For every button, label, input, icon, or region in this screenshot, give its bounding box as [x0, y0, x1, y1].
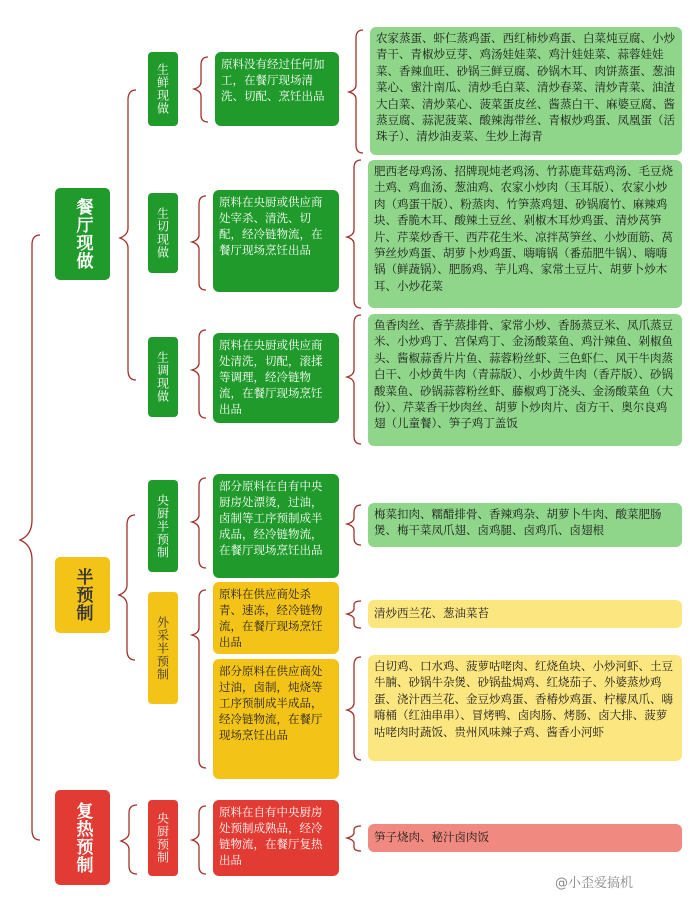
watermark: @小歪爱搞机 [555, 876, 634, 891]
desc-waicai-1: 原料在供应商处杀青、速冻，经冷链物流，在餐厅现场烹饪出品 [213, 582, 339, 654]
bracket-dish-2 [347, 160, 361, 308]
bracket-dish-3 [347, 315, 361, 444]
category-fure-yuzhi: 复热预制 [55, 790, 110, 885]
dishes-waicai-1: 清炒西兰花、葱油菜苔 [368, 600, 682, 628]
bracket-canting [120, 90, 136, 380]
desc-yangchu-ban: 部分原料在自有中央厨房处漂烫，过油，卤制等工序预制成半成品，经冷链物流，在餐厅现场烹饪出品 [213, 474, 339, 578]
desc-shengqie: 原料在央厨或供应商处宰杀、清洗、切配，经冷链物流，在餐厅现场烹饪出品 [213, 190, 339, 292]
bracket-desc-1 [194, 57, 208, 122]
category-canting-xianzuo: 餐厅现做 [55, 188, 110, 280]
sub-yangchu-ban-yuzhi: 央厨半预制 [148, 480, 178, 572]
bracket-desc-6 [192, 806, 206, 874]
dishes-shengtiao: 鱼香肉丝、香芋蒸排骨、家常小炒、香肠蒸豆米、凤爪蒸豆米、小炒鸡丁、宫保鸡丁、金汤酸菜鱼、鸡汁辣鱼、剁椒鱼头、酱椒蒜香片片鱼、蒜蓉粉丝虾、三色虾仁、风干牛肉蒸白干、小炒黄牛肉（青蒜版）、小炒黄牛肉（香芹版）、砂锅酸菜鱼、砂锅蒜蓉粉丝虾、藤椒鸡丁浇头、金汤酸菜鱼（大份）、芹菜香干炒肉丝、胡萝卜炒肉片、卤方干、奥尔良鸡翅（儿童餐）、笋子鸡丁盖饭 [368, 314, 682, 446]
bracket-desc-5 [192, 590, 206, 768]
bracket-dish-7 [347, 826, 361, 851]
bracket-desc-2 [192, 196, 206, 290]
bracket-dish-1 [349, 30, 363, 153]
dishes-waicai-2: 白切鸡、口水鸡、菠萝咕咾肉、红烧鱼块、小炒河虾、土豆牛腩、砂锅牛杂煲、砂锅盐焗鸡、红烧茄子、外婆蒸炒鸡蛋、浇汁西兰花、金豆炒鸡蛋、香椿炒鸡蛋、柠檬凤爪、嗨嗨桶（红油串串）、冒烤鸭、卤肉肠、烤肠、卤大排、菠萝咕咾肉时蔬饭、贵州风味辣子鸡、酱香小河虾 [368, 655, 682, 761]
bracket-fure [121, 805, 137, 874]
bracket-dish-5 [347, 601, 361, 628]
sub-shengqie-xianzuo: 生切现做 [148, 193, 178, 273]
sub-shengxian-xianzuo: 生鲜现做 [148, 52, 178, 126]
category-ban-yuzhi: 半预制 [55, 557, 110, 633]
dishes-shengqie: 肥西老母鸡汤、招牌现炖老鸡汤、竹荪鹿茸菇鸡汤、毛豆烧土鸡、鸡血汤、葱油鸡、农家小炒肉（玉耳版）、农家小炒肉（鸡蛋干版）、粉蒸肉、竹笋蒸鸡翅、砂锅腐竹、麻辣鸡块、香脆木耳、酸辣土豆丝、剁椒木耳炒鸡蛋、清炒莴笋片、芹菜炒香干、西芹花生米、凉拌莴笋丝、小炒面筋、莴笋丝炒鸡蛋、胡萝卜炒鸡蛋、嗨嗨锅（番茄肥牛锅）、嗨嗨锅（鲜蔬锅）、肥肠鸡、芋儿鸡、家常土豆片、胡萝卜炒木耳、小炒花菜 [368, 160, 682, 308]
desc-waicai-2: 部分原料在供应商处过油，卤制，炖烧等工序预制成半成品，经冷链物流，在餐厅现场烹饪出品 [213, 659, 339, 779]
desc-shengtiao: 原料在央厨或供应商处清洗，切配，滚揉等调理，经冷链物流，在餐厅现场烹饪出品 [213, 333, 339, 423]
sub-yangchu-yuzhi: 央厨预制 [148, 800, 178, 876]
bracket-dish-6 [347, 657, 361, 760]
bracket-desc-3 [192, 330, 206, 418]
main-bracket [20, 235, 40, 840]
desc-yangchu-yuzhi: 原料在自有中央厨房处预制成熟品，经冷链物流，在餐厅复热出品 [213, 800, 339, 876]
bracket-banyuzhi [119, 515, 135, 660]
dishes-shengxian: 农家蒸蛋、虾仁蒸鸡蛋、西红柿炒鸡蛋、白菜炖豆腐、小炒青干、青椒炒豆芽、鸡汤娃娃菜、鸡汁娃娃菜、蒜蓉娃娃菜、香辣血旺、砂锅三鲜豆腐、砂锅木耳、肉饼蒸蛋、葱油菜心、蜜汁南瓜、清炒毛白菜、清炒春菜、清炒青菜、油渣大白菜、清炒菜心、菠菜蛋皮丝、酱蒸白干、麻婆豆腐、酱蒸豆腐、蒜泥菠菜、酸辣海带丝、青椒炒鸡蛋、凤凰蛋（活珠子）、清炒油麦菜、生炒上海青 [370, 27, 682, 155]
bracket-dish-4 [347, 505, 361, 545]
desc-shengxian: 原料没有经过任何加工，在餐厅现场清洗、切配、烹饪出品 [215, 52, 339, 126]
dishes-yangchu-ban: 梅菜扣肉、糯醋排骨、香辣鸡杂、胡萝卜牛肉、酸菜肥肠煲、梅干菜凤爪翅、卤鸡腿、卤鸡爪、卤翅根 [368, 503, 682, 547]
sub-shengtiao-xianzuo: 生调现做 [148, 337, 178, 417]
sub-waicai-ban-yuzhi: 外采半预制 [148, 592, 178, 704]
bracket-desc-4 [192, 478, 206, 568]
dishes-yangchu-yuzhi: 笋子烧肉、秘汁卤肉饭 [368, 824, 682, 852]
